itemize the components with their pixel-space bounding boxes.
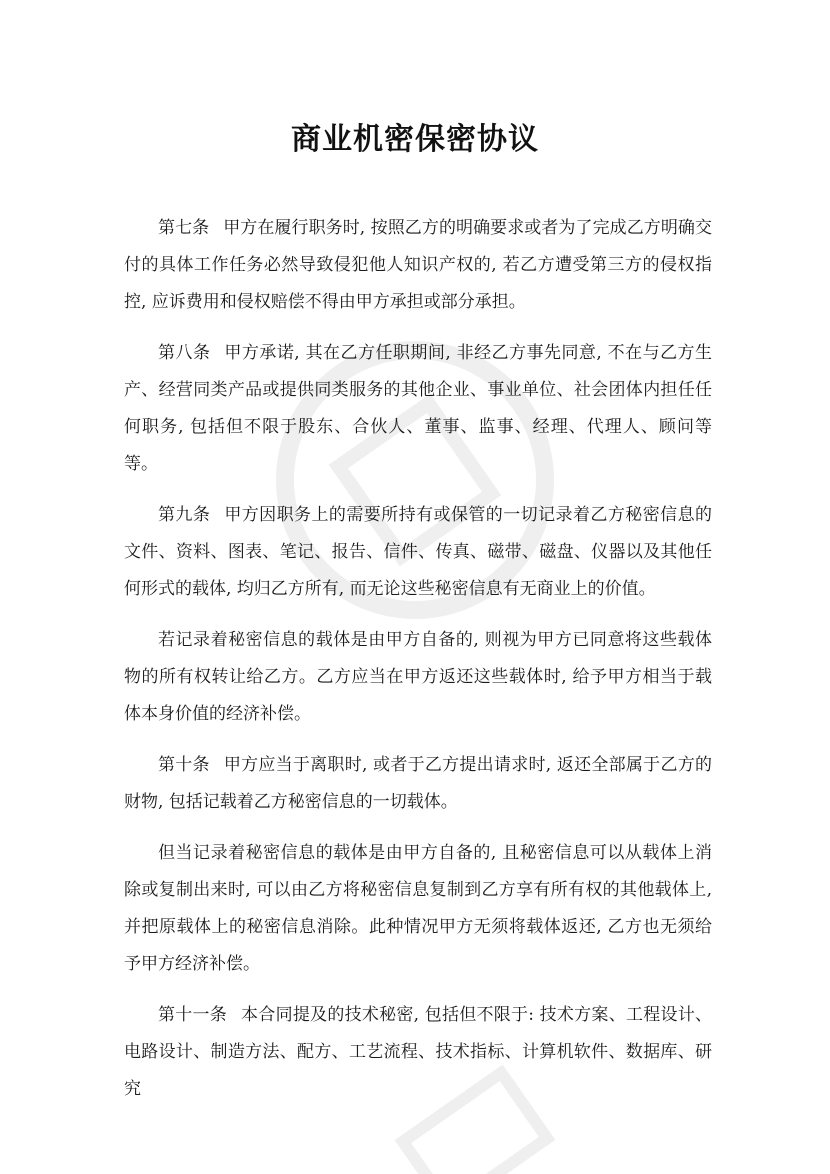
article-label: 第七条 <box>158 218 210 238</box>
paragraph <box>124 335 712 483</box>
paragraph-text: 甲方应当于离职时, 或者于乙方提出请求时, 返还全部属于乙方的财物, 包括记载着乙方秘密信息的一切载体。 <box>124 755 712 812</box>
article-label: 第九条 <box>158 505 211 525</box>
article-label: 第十一条 <box>158 1005 228 1025</box>
paragraph-text: 甲方因职务上的需要所持有或保管的一切记录着乙方秘密信息的文件、资料、图表、笔记、报告、信件、传真、磁带、磁盘、仪器以及其他任何形式的载体, 均归乙方所有, 而无论这些秘密信息有无商业上的价值。 <box>124 505 713 599</box>
paragraph <box>124 497 712 608</box>
page-title: 商业机密保密协议 <box>291 122 539 157</box>
paragraph-text: 甲方承诺, 其在乙方任职期间, 非经乙方事先同意, 不在与乙方生产、经营同类产品或提供同类服务的其他企业、事业单位、社会团体内担任任何职务, 包括但不限于股东、合伙人、董事、监事、经理、代理人、顾问等等。 <box>124 343 713 474</box>
article-label: 第十条 <box>158 755 210 775</box>
paragraph <box>124 210 712 321</box>
paragraph <box>124 835 712 983</box>
paragraph-text: 但当记录着秘密信息的载体是由甲方自备的, 且秘密信息可以从载体上消除或复制出来时, 可以由乙方将秘密信息复制到乙方享有所有权的其他载体上, 并把原载体上的秘密信息消除。此种情况甲方无须将载体返还, 乙方也无须给予甲方经济补偿。 <box>124 843 712 974</box>
paragraph <box>124 747 712 821</box>
paragraph-text: 本合同提及的技术秘密, 包括但不限于: 技术方案、工程设计、电路设计、制造方法、配方、工艺流程、技术指标、计算机软件、数据库、研究 <box>124 1005 712 1099</box>
paragraph-text: 甲方在履行职务时, 按照乙方的明确要求或者为了完成乙方明确交付的具体工作任务必然导致侵犯他人知识产权的, 若乙方遭受第三方的侵权指控, 应诉费用和侵权赔偿不得由甲方承担或部分承担。 <box>124 218 713 312</box>
document-body <box>124 210 712 1122</box>
article-label: 第八条 <box>158 343 211 363</box>
paragraph-text: 若记录着秘密信息的载体是由甲方自备的, 则视为甲方已同意将这些载体物的所有权转让给乙方。乙方应当在甲方返还这些载体时, 给予甲方相当于载体本身价值的经济补偿。 <box>124 630 712 724</box>
paragraph <box>124 997 712 1108</box>
paragraph <box>124 622 712 733</box>
